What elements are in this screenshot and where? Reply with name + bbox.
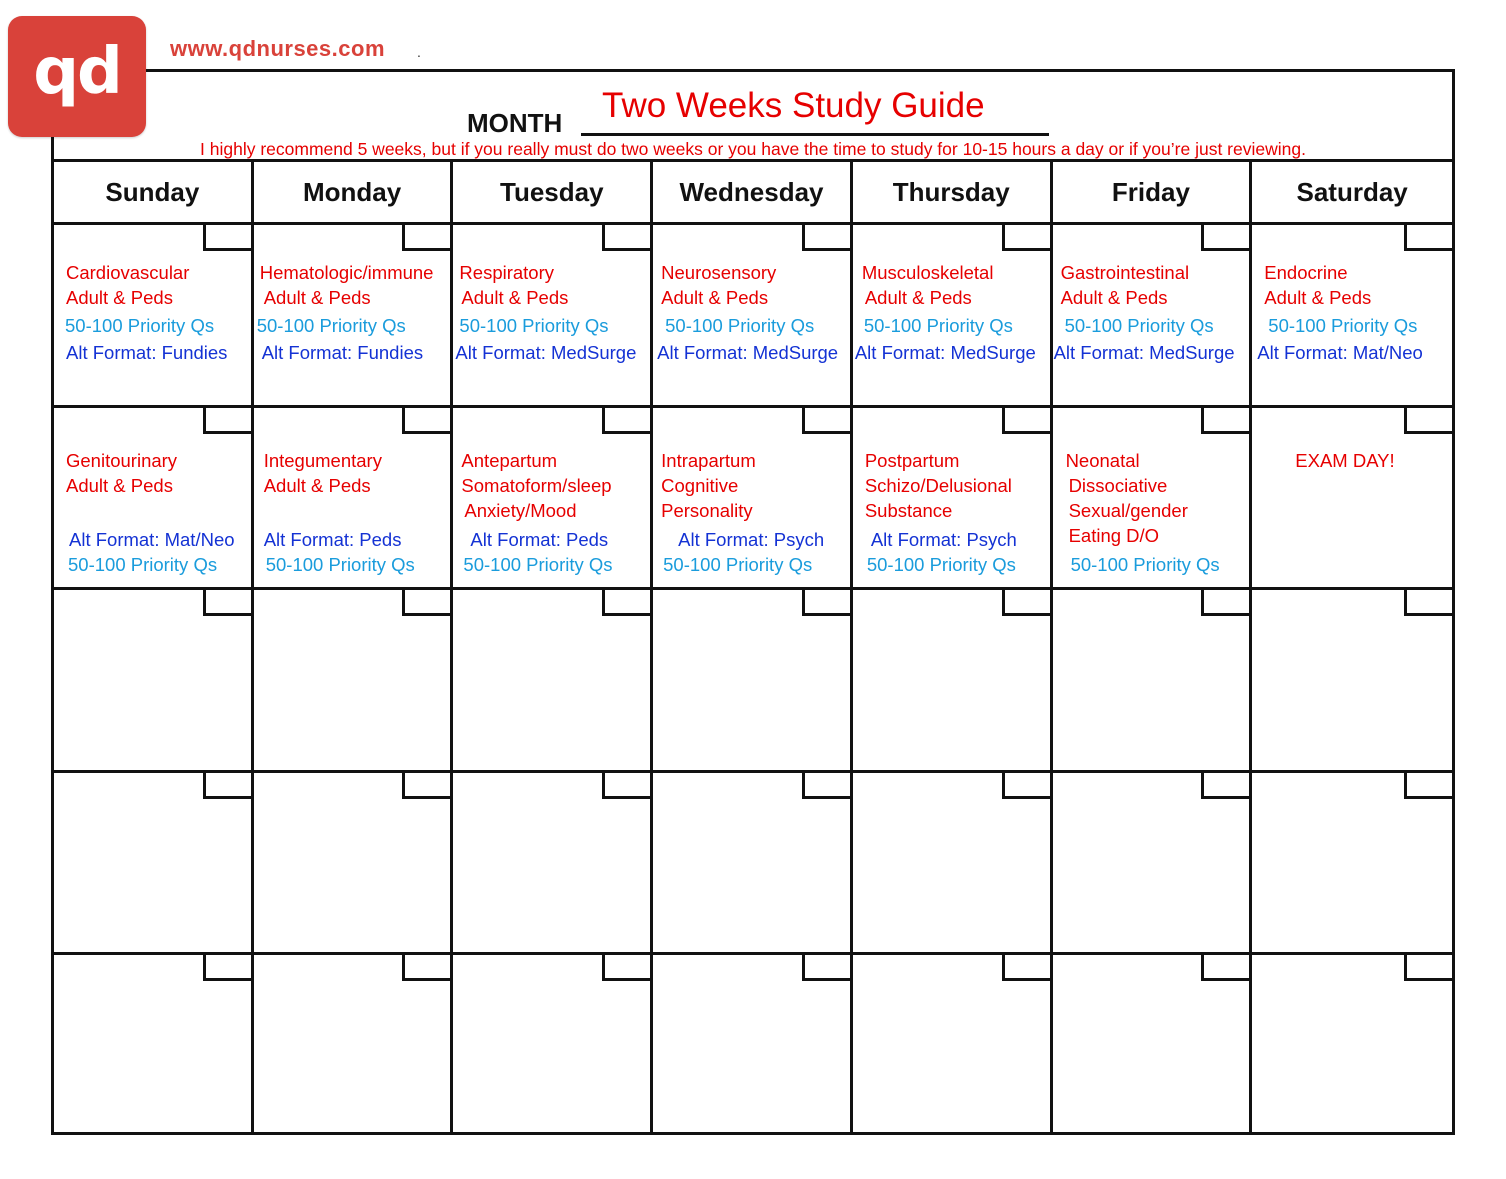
day-header-thursday: Thursday (853, 162, 1053, 225)
date-box (602, 955, 650, 981)
day-cell (1252, 955, 1452, 1135)
topic: Integumentary (263, 450, 382, 471)
day-cell (254, 408, 454, 590)
priority-qs: 50-100 Priority Qs (663, 554, 813, 575)
date-box (802, 773, 850, 799)
date-box (602, 408, 650, 434)
alt-format: Alt Format: MedSurge (455, 342, 637, 363)
day-cell (254, 590, 454, 773)
day-cell (1053, 225, 1253, 408)
topic-sub: Adult & Peds (66, 287, 173, 308)
date-box (1002, 773, 1050, 799)
topic-sub: Adult & Peds (461, 287, 569, 308)
site-url: www.qdnurses.com (170, 36, 386, 61)
priority-qs: 50-100 Priority Qs (65, 315, 215, 336)
calendar-frame (51, 69, 1455, 1135)
priority-qs: 50-100 Priority Qs (863, 315, 1013, 336)
day-header-friday: Friday (1053, 162, 1253, 225)
topic: Antepartum (461, 450, 558, 471)
day-cell (1252, 408, 1452, 590)
topic: Cardiovascular (66, 262, 190, 283)
date-box (203, 773, 251, 799)
alt-format: Alt Format: MedSurge (1053, 342, 1235, 363)
day-cell (1252, 225, 1452, 408)
topic-sub: Adult & Peds (263, 475, 371, 496)
day-header-monday: Monday (254, 162, 454, 225)
day-cell (1053, 955, 1253, 1135)
day-header-tuesday: Tuesday (453, 162, 653, 225)
priority-qs: 50-100 Priority Qs (665, 315, 815, 336)
topic: Hematologic/immune (259, 262, 434, 283)
topic: Endocrine (1264, 262, 1348, 283)
qd-logo (8, 16, 146, 137)
priority-qs: 50-100 Priority Qs (1070, 554, 1220, 575)
date-box (1201, 408, 1249, 434)
topic-sub: Cognitive (661, 475, 739, 496)
topic-sub: Adult & Peds (1264, 287, 1372, 308)
date-box (203, 955, 251, 981)
date-box (1201, 955, 1249, 981)
alt-format: Alt Format: MedSurge (657, 342, 839, 363)
topic-sub-3: Eating D/O (1068, 525, 1160, 546)
date-box (1201, 590, 1249, 616)
topic-sub: Adult & Peds (1060, 287, 1168, 308)
date-box (1404, 955, 1452, 981)
page-title: Two Weeks Study Guide (602, 86, 985, 125)
date-box (802, 955, 850, 981)
topic-sub-2: Sexual/gender (1068, 500, 1188, 521)
day-cell (54, 408, 254, 590)
priority-qs: 50-100 Priority Qs (256, 315, 406, 336)
calendar-grid (54, 162, 1452, 1132)
topic: Neurosensory (661, 262, 777, 283)
calendar-header (54, 72, 1452, 162)
topic-sub: Adult & Peds (66, 475, 173, 496)
priority-qs: 50-100 Priority Qs (866, 554, 1016, 575)
day-cell (653, 590, 853, 773)
priority-qs: 50-100 Priority Qs (265, 554, 415, 575)
topic: Postpartum (864, 450, 960, 471)
day-header-wednesday: Wednesday (653, 162, 853, 225)
day-cell (1252, 590, 1452, 773)
day-cell (54, 225, 254, 408)
date-box (402, 955, 450, 981)
priority-qs: 50-100 Priority Qs (459, 315, 609, 336)
day-cell (653, 955, 853, 1135)
priority-qs: 50-100 Priority Qs (68, 554, 218, 575)
topic: Neonatal (1065, 450, 1140, 471)
day-cell (853, 955, 1053, 1135)
date-box (602, 773, 650, 799)
day-header-sunday: Sunday (54, 162, 254, 225)
day-cell (453, 590, 653, 773)
day-cell (1252, 773, 1452, 955)
date-box (402, 590, 450, 616)
priority-qs: 50-100 Priority Qs (463, 554, 613, 575)
topic: Genitourinary (66, 450, 178, 471)
day-cell (453, 955, 653, 1135)
date-box (802, 408, 850, 434)
alt-format: Alt Format: MedSurge (854, 342, 1036, 363)
date-box (203, 408, 251, 434)
day-cell (54, 590, 254, 773)
month-underline (581, 133, 1049, 136)
priority-qs: 50-100 Priority Qs (1268, 315, 1418, 336)
topic-sub: Adult & Peds (263, 287, 371, 308)
day-cell (54, 773, 254, 955)
date-box (1002, 955, 1050, 981)
alt-format: Alt Format: Fundies (66, 342, 228, 363)
date-box (1404, 773, 1452, 799)
day-cell (453, 408, 653, 590)
day-cell (853, 408, 1053, 590)
day-cell (1053, 590, 1253, 773)
alt-format: Alt Format: Peds (470, 529, 609, 550)
date-box (1002, 408, 1050, 434)
day-cell (254, 955, 454, 1135)
date-box (203, 225, 251, 251)
date-box (1002, 590, 1050, 616)
month-label: MONTH (467, 108, 563, 138)
day-cell (254, 773, 454, 955)
day-cell (1053, 408, 1253, 590)
alt-format: Alt Format: Psych (870, 529, 1017, 550)
topic-sub-2: Substance (864, 500, 953, 521)
date-box (802, 225, 850, 251)
topic: Musculoskeletal (861, 262, 994, 283)
day-cell (853, 773, 1053, 955)
date-box (402, 225, 450, 251)
day-cell (453, 773, 653, 955)
date-box (1404, 408, 1452, 434)
topic: Gastrointestinal (1060, 262, 1190, 283)
priority-qs: 50-100 Priority Qs (1064, 315, 1214, 336)
alt-format: Alt Format: Peds (263, 529, 402, 550)
date-box (1201, 225, 1249, 251)
day-cell (653, 225, 853, 408)
topic-sub: Adult & Peds (864, 287, 972, 308)
alt-format: Alt Format: Mat/Neo (1257, 342, 1423, 363)
date-box (1404, 590, 1452, 616)
day-cell (54, 955, 254, 1135)
date-box (602, 225, 650, 251)
date-box (1002, 225, 1050, 251)
day-header-saturday: Saturday (1252, 162, 1452, 225)
date-box (402, 408, 450, 434)
topic-sub: Dissociative (1068, 475, 1168, 496)
topic-sub-2: Anxiety/Mood (464, 500, 577, 521)
topic-sub: Adult & Peds (661, 287, 769, 308)
alt-format: Alt Format: Psych (678, 529, 825, 550)
date-box (203, 590, 251, 616)
topic: Respiratory (459, 262, 555, 283)
date-box (602, 590, 650, 616)
day-cell (853, 590, 1053, 773)
topic-sub: Somatoform/sleep (461, 475, 612, 496)
date-box (1201, 773, 1249, 799)
topic: Intrapartum (661, 450, 756, 471)
date-box (802, 590, 850, 616)
alt-format: Alt Format: Fundies (261, 342, 424, 363)
dot-mark: . (417, 44, 421, 60)
date-box (402, 773, 450, 799)
day-cell (254, 225, 454, 408)
day-cell (653, 408, 853, 590)
day-cell (853, 225, 1053, 408)
recommendation-note: I highly recommend 5 weeks, but if you really must do two weeks or you have the time to study for 10-15 hours a day or if you’re just reviewing. (200, 139, 1306, 159)
date-box (1404, 225, 1452, 251)
day-cell (653, 773, 853, 955)
alt-format: Alt Format: Mat/Neo (69, 529, 235, 550)
logo-text: qd (33, 34, 121, 109)
topic-sub: Schizo/Delusional (864, 475, 1012, 496)
exam-day-label: EXAM DAY! (1295, 450, 1395, 471)
day-cell (1053, 773, 1253, 955)
topic-sub-2: Personality (661, 500, 753, 521)
day-cell (453, 225, 653, 408)
